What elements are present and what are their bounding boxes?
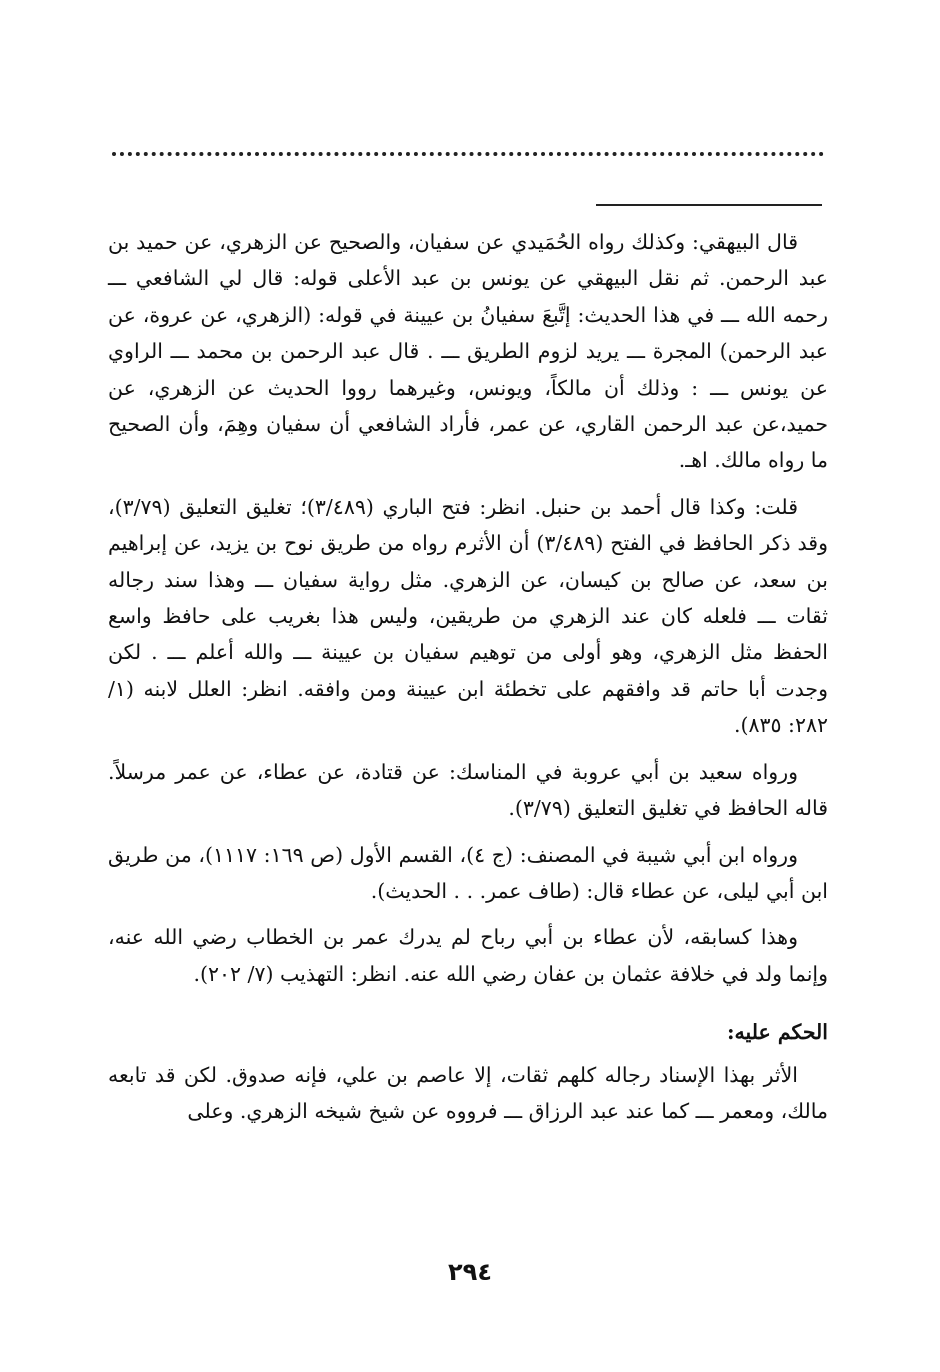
page-body <box>108 224 828 1135</box>
paragraph-ruling: الأثر بهذا الإسناد رجاله كلهم ثقات، إلا عاصم بن علي، فإنه صدوق. لكن قد تابعه مالك، ومعمر ـــ كما عند عبد الرزاق ـــ فرووه عن شيخ شيخه الزهري. وعلى <box>108 1062 828 1123</box>
paragraph-ibn-abi-shayba: ورواه ابن أبي شيبة في المصنف: (ج ٤)، القسم الأول (ص ١٦٩: ١١١٧)، من طريق ابن أبي ليلى، عن عطاء قال: (طاف عمر. . . الحديث). <box>108 842 828 903</box>
footnote-rule <box>596 204 822 206</box>
paragraph-ibn-abi-aruba: ورواه سعيد بن أبي عروبة في المناسك: عن قتادة، عن عطاء، عن عمر مرسلاً. قاله الحافظ في تغليق التعليق (٣/٧٩). <box>108 759 828 821</box>
paragraph-bayhaqi: قال البيهقي: وكذلك رواه الحُمَيدي عن سفيان، والصحيح عن الزهري، عن حميد بن عبد الرحمن. ثم نقل البيهقي عن يونس بن عبد الأعلى قوله: قال لي الشافعي ـــ رحمه الله ـــ في هذا الحديث: إتَّبعَ سفيانُ بن عيينة في قوله: (الزهري، عن عروة، عن عبد الرحمن) المجرة ـــ يريد لزوم الطريق ـــ . قال عبد الرحمن بن محمد ـــ الراوي عن يونس ـــ : وذلك أن مالكاً، ويونس، وغيرهما رووا الحديث عن الزهري، عن حميد،عن عبد الرحمن القاري، عن عمر، فأراد الشافعي أن سفيان وهِمَ، وأن الصحيح ما رواه مالك. اهـ. <box>108 230 828 473</box>
paragraph-qultu: قلت: وكذا قال أحمد بن حنبل. انظر: فتح الباري (٣/٤٨٩)؛ تغليق التعليق (٣/٧٩)، وقد ذكر الحافظ في الفتح (٣/٤٨٩) أن الأثرم رواه من طريق نوح بن يزيد، عن إبراهيم بن سعد، عن صالح بن كيسان، عن الزهري. مثل رواية سفيان ـــ وهذا سند رجاله ثقات ـــ فلعله كان عند الزهري من طريقين، وليس هذا بغريب على حافظ واسع الحفظ مثل الزهري، وهو أولى من توهيم سفيان بن عيينة ـــ والله أعلم ـــ . لكن وجدت أبا حاتم قد وافقهم على تخطئة ابن عيينة ومن وافقه. انظر: العلل لابنه (١/ ٢٨٢: ٨٣٥). <box>108 494 828 738</box>
section-heading: الحكم عليه: <box>726 1020 828 1045</box>
dotted-separator <box>112 152 824 156</box>
page-number: ٢٩٤ <box>448 1258 492 1286</box>
paragraph-ata: وهذا كسابقه، لأن عطاء بن أبي رباح لم يدرك عمر بن الخطاب رضي الله عنه، وإنما ولد في خلافة عثمان بن عفان رضي الله عنه. انظر: التهذيب (٧/ ٢٠٢). <box>108 925 828 986</box>
